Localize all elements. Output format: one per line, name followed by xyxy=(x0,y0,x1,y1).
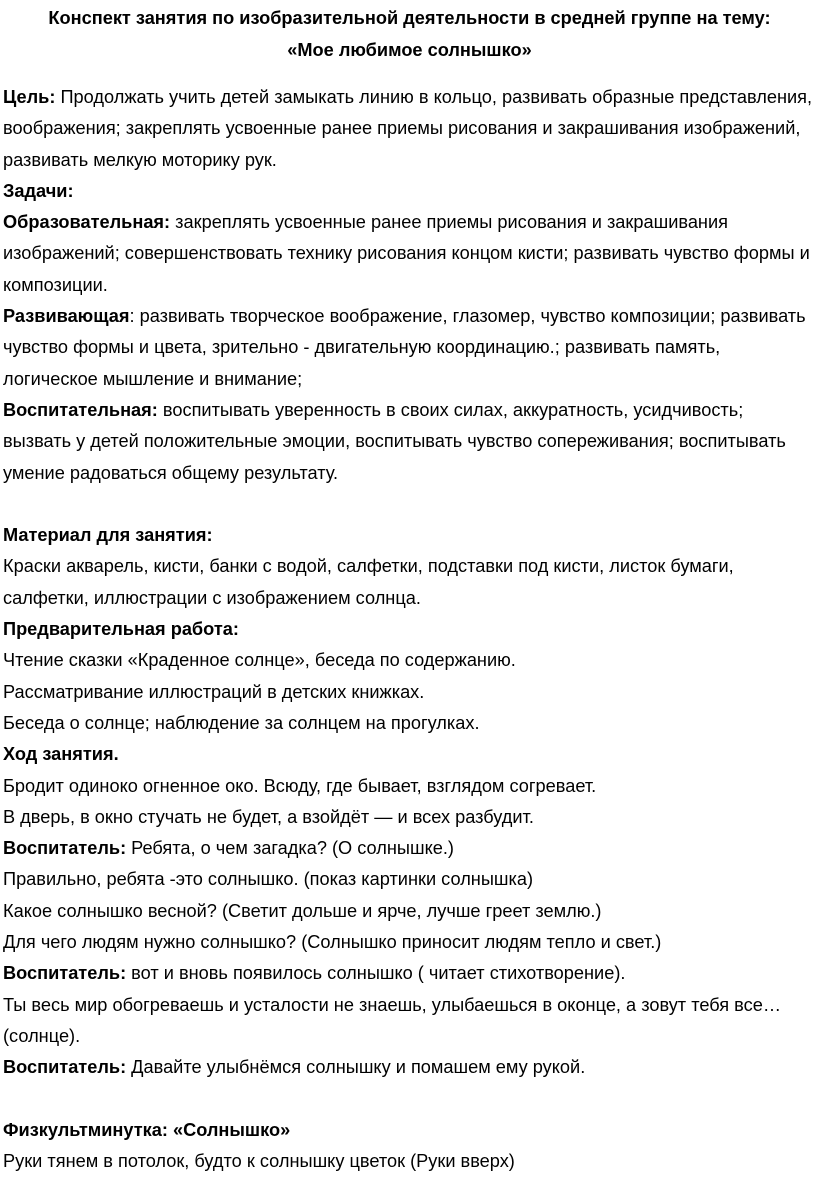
goal-label: Цель: xyxy=(3,87,56,107)
poem-paragraph: Ты весь мир обогреваешь и усталости не знаешь, улыбаешься в оконце, а зовут тебя все… (солнце). xyxy=(3,994,782,1046)
preliminary-heading: Предварительная работа: xyxy=(3,619,239,640)
task-developmental xyxy=(3,301,816,395)
fizminutka-heading: Физкультминутка: «Солнышко» xyxy=(3,1119,291,1140)
task-text: : развивать творческое воображение, глазомер, чувство композиции; развивать чувство формы и цвета, зрительно - двигательную координацию.; развивать память, логическое мышление и внимание; xyxy=(3,306,806,389)
lesson-heading: Ход занятия. xyxy=(3,744,119,765)
lesson-line-5: Для чего людям нужно солнышко? (Солнышко приносит людям тепло и свет.) xyxy=(3,932,662,953)
lesson-line-4: Какое солнышко весной? (Светит дольше и ярче, лучше греет землю.) xyxy=(3,900,602,921)
riddle-line-1: Бродит одиноко огненное око. Всюду, где бывает, взглядом согревает. xyxy=(3,775,597,796)
tasks-heading: Задачи: xyxy=(3,180,74,201)
preliminary-line: Чтение сказки «Краденное солнце», беседа по содержанию. xyxy=(3,650,516,671)
task-label: Развивающая xyxy=(3,306,130,327)
fizminutka-line-1: Руки тянем в потолок, будто к солнышку цветок (Руки вверх) xyxy=(3,1151,515,1172)
preliminary-line: Рассматривание иллюстраций в детских книжках. xyxy=(3,681,425,702)
document-page xyxy=(0,2,816,1183)
title-line-1: Конспект занятия по изобразительной деятельности в средней группе на тему: xyxy=(48,8,771,28)
task-upbringing xyxy=(3,395,816,489)
task-educational xyxy=(3,207,816,301)
task-label: Воспитательная: xyxy=(3,399,158,420)
materials-heading: Материал для занятия: xyxy=(3,525,213,546)
lesson-line-3: Правильно, ребята -это солнышко. (показ картинки солнышка) xyxy=(3,869,534,890)
title-line-2: «Мое любимое солнышко» xyxy=(287,40,532,60)
preliminary-line: Беседа о солнце; наблюдение за солнцем на прогулках. xyxy=(3,712,480,733)
task-label: Образовательная: xyxy=(3,212,171,233)
teacher-line-3: Воспитатель: Давайте улыбнёмся солнышку и помашем ему рукой. xyxy=(3,1057,586,1078)
document-title xyxy=(3,2,816,66)
task-text: закреплять усвоенные ранее приемы рисования и закрашивания изображений; совершенствовать технику рисования концом кисти; развивать чувство формы и композиции. xyxy=(3,212,810,295)
teacher-line-2: Воспитатель: вот и вновь появилось солнышко ( читает стихотворение). xyxy=(3,963,626,984)
goal-text: Продолжать учить детей замыкать линию в кольцо, развивать образные представления, воображения; закреплять усвоенные ранее приемы рисования и закрашивания изображений, развивать мелкую моторику рук. xyxy=(3,87,813,170)
materials-text: Краски акварель, кисти, банки с водой, салфетки, подставки под кисти, листок бумаги, салфетки, иллюстрации с изображением солнца. xyxy=(3,556,734,608)
goal-paragraph xyxy=(3,82,816,176)
teacher-line-1: Воспитатель: Ребята, о чем загадка? (О солнышке.) xyxy=(3,838,454,859)
riddle-line-2: В дверь, в окно стучать не будет, а взойдёт — и всех разбудит. xyxy=(3,806,534,827)
task-text: воспитывать уверенность в своих силах, аккуратность, усидчивость; вызвать у детей положительные эмоции, воспитывать чувство сопереживания; воспитывать умение радоваться общему результату. xyxy=(3,399,786,483)
